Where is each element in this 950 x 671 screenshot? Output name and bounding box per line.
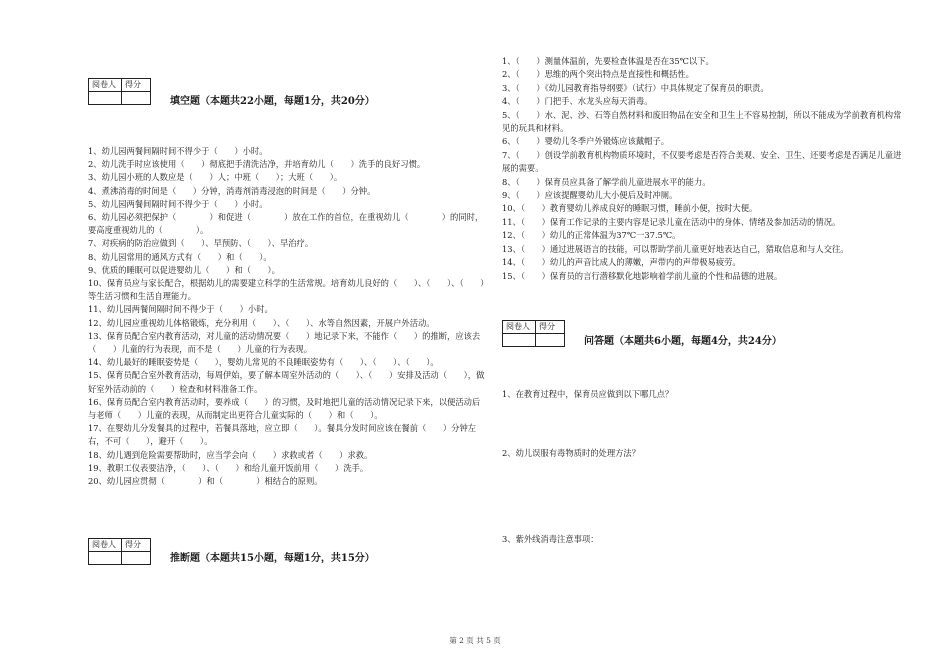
judge-question-list [502,55,902,283]
fill-question-2: 2、幼儿洗手时应该使用（ ）彻底把手清洗洁净，并培育幼儿（ ）洗手的良好习惯。 [88,159,426,170]
fill-question-16: 16、保育员配合室内教育活动时，要养成（ ）的习惯，及时地把儿童的活动情况记录下来，以便活动后与老师（ ）儿童的表现，从而制定出更符合儿童实际的（ ）和（ ）。 [88,396,481,421]
judge-question-14: 14、（ ）幼儿的声音比成人的薄嫩，声带内的声带极易疲劳。 [502,257,741,268]
score-label: 得分 [122,79,151,92]
fill-question-1: 1、幼儿园两餐间隔时间不得少于（ ）小时。 [88,146,268,156]
fill-question-17: 17、在婴幼儿分发餐具的过程中，若餐具落地，应立即（ ）。餐具分发时间应该在餐前（ ）分钟左右，不可（ ），避开（ ）。 [88,423,477,447]
fill-question-18: 18、幼儿遇到危险需要帮助时，应当学会向（ ）求救或者（ ）求救。 [88,449,373,460]
essay-section-title: 问答题（本题共6小题，每题4分，共24分） [584,336,782,347]
fill-question-11: 11、幼儿园两餐间隔时间不得少于（ ）小时。 [88,304,273,315]
essay-question-3: 3、紫外线消毒注意事项： [502,534,599,544]
grader-label: 阅卷人 [89,79,122,92]
fill-question-12: 12、幼儿园应重视幼儿体格锻炼，充分利用（ ）、（ ）、水等自然因素，开展户外活动。 [88,317,435,328]
fill-question-19: 19、教职工仪表要洁净，（ ）、（ ）和给儿童开饭前用（ ）洗手。 [88,462,369,473]
score-table-judge [88,538,151,565]
fill-question-5: 5、幼儿园两餐间隔时间不得少于（ ）小时。 [88,198,268,209]
grader-cell [89,92,122,105]
fill-question-10: 10、保育员应与家长配合，根据幼儿的需要建立科学的生活常规。培育幼儿良好的（ ）、（ ）、（ ）等生活习惯和生活自理能力。 [88,278,485,302]
judge-question-7: 7、（ ）创设学前教育机构物质环境时，不仅要考虑是否符合美观、安全、卫生、还要考虑是否满足儿童进展的需要。 [502,149,902,174]
essay-question-1: 1、在教育过程中，保育员应做到以下哪几点？ [502,389,674,399]
score-table-essay [502,320,565,347]
fill-question-9: 9、优质的睡眠可以促进婴幼儿（ ）和（ ）。 [88,264,280,275]
fill-question-15: 15、保育员配合室外教育活动，每周伊始，要了解本周室外活动的（ ）、（ ）安排及活动（ ），做好室外活动前的（ ）检查和材料准备工作。 [88,370,485,394]
score-cell [536,334,565,347]
fill-question-20: 20、幼儿园应贯彻（ ）和（ ）相结合的原则。 [88,476,323,487]
judge-question-9: 9、（ ）应该提醒婴幼儿大小便后及时冲厕。 [502,190,678,201]
judge-question-11: 11、（ ）保育工作记录的主要内容是记录儿童在活动中的身体、情绪及参加活动的情况。 [502,216,841,227]
fill-question-7: 7、对疾病的防治应做到（ ）、早预防、（ ）、早治疗。 [88,238,314,249]
judge-question-4: 4、（ ）门把手、水龙头应每天消毒。 [502,96,653,107]
score-label: 得分 [536,321,565,334]
fill-question-3: 3、幼儿园小班的人数应是（ ）人；中班（ ）；大班（ ）。 [88,172,343,183]
fill-question-14: 14、幼儿最好的睡眠姿势是（ ），婴幼儿常见的不良睡眠姿势有（ ）、（ ）、（ ）。 [88,357,439,368]
grader-label: 阅卷人 [89,539,122,552]
judge-question-1: 1、（ ）测量体温前，先要检查体温是否在35℃以下。 [502,56,714,66]
essay-question-2: 2、幼儿误服有毒物质时的处理方法？ [502,448,641,458]
grader-cell [503,334,536,347]
judge-question-2: 2、（ ）思维的两个突出特点是直接性和概括性。 [502,69,694,80]
judge-question-13: 13、（ ）通过进展语言的技能，可以帮助学前儿童更好地表达自己，猎取信息和与人交往。 [502,243,849,254]
fill-question-13: 13、保育员配合室内教育活动，对儿童的活动情况要（ ）地记录下来，不能作（ ）的推断，应该去（ ）儿童的行为表现，而不是（ ）儿童的行为表现。 [88,330,481,355]
judge-question-15: 15、（ ）保育员的言行潜移默化地影响着学前儿童的个性和品德的进展。 [502,270,783,281]
judge-section-title: 推断题（本题共15小题，每题1分，共15分） [170,553,375,564]
score-cell [122,552,151,565]
page-footer: 第 2 页 共 5 页 [449,636,501,645]
judge-question-12: 12、（ ）幼儿的正常体温为37℃一37.5℃。 [502,230,681,241]
score-table-fill [88,78,151,105]
judge-question-8: 8、（ ）保育员应具备了解学前儿童进展水平的能力。 [502,176,711,187]
fill-section-title: 填空题（本题共22小题，每题1分，共20分） [170,96,375,107]
grader-cell [89,552,122,565]
fill-question-6: 6、幼儿园必须把保护（ ）和促进（ ）放在工作的首位，在重视幼儿（ ）的同时，要高度重视幼儿的（ ）。 [88,212,484,236]
judge-question-6: 6、（ ）婴幼儿冬季户外锻炼应该戴帽子。 [502,136,670,147]
judge-question-3: 3、（ ）《幼儿园教育指导纲要》（试行）中具体规定了保育员的职责。 [502,82,769,93]
judge-question-10: 10、（ ）教育婴幼儿养成良好的睡眠习惯，睡前小便，按时大便。 [502,203,758,214]
fill-question-8: 8、幼儿园常用的通风方式有（ ）和（ ）。 [88,251,272,262]
judge-question-5: 5、（ ）水、泥、沙、石等自然材料和废旧物品在安全和卫生上不容易控制，所以不能成为学前教育机构常见的玩具和材料。 [502,109,902,134]
score-label: 得分 [122,539,151,552]
fill-question-4: 4、煮沸消毒的时间是（ ）分钟，消毒剂消毒浸泡的时间是（ ）分钟。 [88,185,376,196]
fill-question-list [88,145,488,488]
grader-label: 阅卷人 [503,321,536,334]
score-cell [122,92,151,105]
